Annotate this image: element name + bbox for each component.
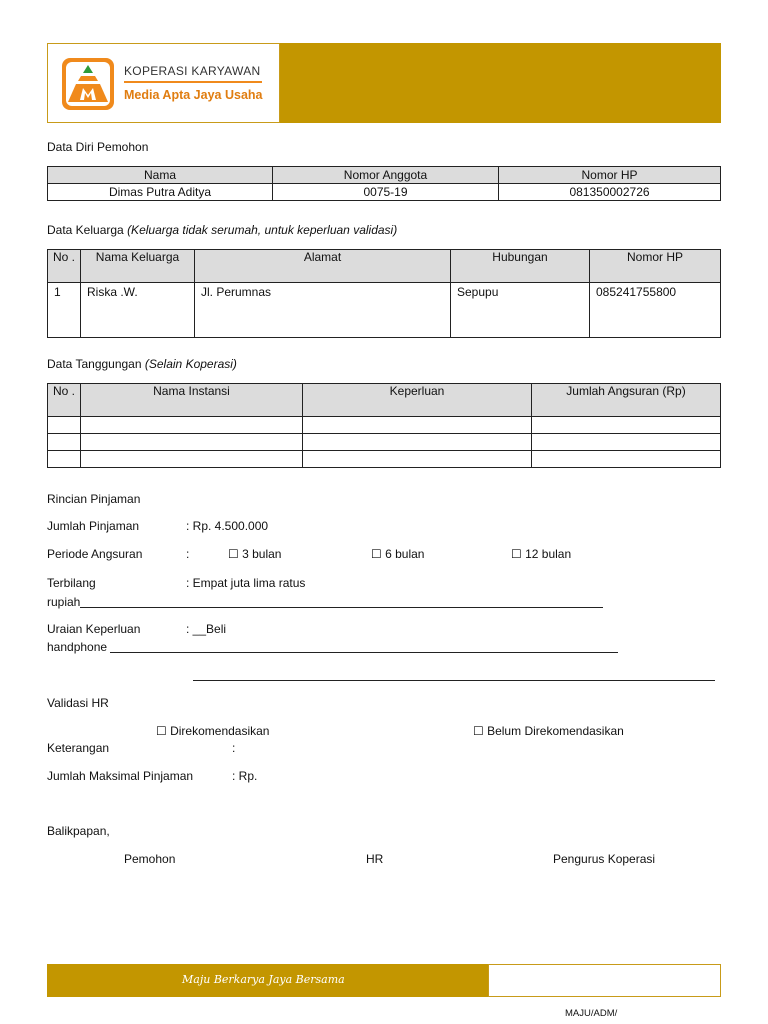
cell-nama-keluarga: Riska .W. (81, 283, 195, 338)
table-row[interactable] (48, 417, 721, 434)
cell-nama: Dimas Putra Aditya (48, 184, 273, 201)
keterangan-label: Keterangan (47, 741, 110, 755)
cell-nomor-hp: 081350002726 (499, 184, 721, 201)
jumlah-maksimal-value[interactable]: : Rp. (232, 769, 258, 783)
col-nama-keluarga: Nama Keluarga (81, 250, 195, 283)
periode-12-bulan-checkbox[interactable]: ☐ 12 bulan (511, 547, 572, 561)
table-row[interactable] (48, 434, 721, 451)
table-row[interactable] (48, 451, 721, 468)
logo-inner (66, 62, 110, 106)
jumlah-pinjaman-label: Jumlah Pinjaman (47, 519, 140, 533)
keterangan-colon: : (232, 741, 236, 755)
uraian-continuation: handphone (47, 640, 108, 654)
cell-no: 1 (48, 283, 81, 338)
direkomendasikan-checkbox[interactable]: ☐ Direkomendasikan (156, 724, 270, 738)
org-title: KOPERASI KARYAWAN (124, 64, 261, 78)
data-keluarga-table (47, 249, 721, 338)
periode-colon: : (186, 547, 190, 561)
data-tanggungan-heading: Data Tanggungan (47, 357, 142, 371)
col-nomor-anggota: Nomor Anggota (273, 167, 499, 184)
data-keluarga-title (47, 223, 397, 237)
uraian-keperluan-label: Uraian Keperluan (47, 622, 141, 636)
data-keluarga-note: (Keluarga tidak serumah, untuk keperluan validasi) (127, 223, 398, 237)
jumlah-maksimal-label: Jumlah Maksimal Pinjaman (47, 769, 194, 783)
terbilang-line (80, 607, 603, 608)
org-subtitle: Media Apta Jaya Usaha (124, 88, 263, 102)
cell-hubungan: Sepupu (451, 283, 590, 338)
uraian-line-extra (193, 680, 715, 681)
col-nama: Nama (48, 167, 273, 184)
signature-place: Balikpapan, (47, 824, 110, 838)
col-nomor-hp: Nomor HP (590, 250, 721, 283)
data-tanggungan-note: (Selain Koperasi) (144, 357, 237, 371)
col-nomor-hp: Nomor HP (499, 167, 721, 184)
col-no: No . (48, 250, 81, 283)
belum-direkomendasikan-checkbox[interactable]: ☐ Belum Direkomendasikan (473, 724, 624, 738)
periode-3-bulan-checkbox[interactable]: ☐ 3 bulan (228, 547, 282, 561)
header-gold-band (280, 43, 721, 123)
signature-hr: HR (366, 852, 384, 866)
uraian-line (110, 652, 618, 653)
document-code: MAJU/ADM/ (565, 1008, 618, 1019)
validasi-title: Validasi HR (47, 696, 109, 710)
signature-pemohon: Pemohon (124, 852, 176, 866)
table-row (48, 283, 721, 338)
terbilang-value[interactable]: : Empat juta lima ratus (186, 576, 306, 590)
terbilang-label: Terbilang (47, 576, 96, 590)
col-jumlah-angsuran: Jumlah Angsuran (Rp) (532, 384, 721, 417)
data-tanggungan-table (47, 383, 721, 468)
data-tanggungan-title (47, 357, 237, 371)
cell-nomor-hp: 085241755800 (590, 283, 721, 338)
logo-mark-icon (66, 62, 110, 106)
uraian-keperluan-value[interactable]: : __Beli (186, 622, 227, 636)
col-no: No . (48, 384, 81, 417)
periode-6-bulan-checkbox[interactable]: ☐ 6 bulan (371, 547, 425, 561)
col-keperluan: Keperluan (303, 384, 532, 417)
rincian-title: Rincian Pinjaman (47, 492, 141, 506)
col-nama-instansi: Nama Instansi (81, 384, 303, 417)
jumlah-pinjaman-value[interactable]: : Rp. 4.500.000 (186, 519, 269, 533)
data-diri-table (47, 166, 721, 201)
data-diri-title: Data Diri Pemohon (47, 140, 149, 154)
cell-nomor-anggota: 0075-19 (273, 184, 499, 201)
periode-angsuran-label: Periode Angsuran (47, 547, 143, 561)
footer-white-panel (488, 964, 721, 997)
logo-divider (124, 81, 262, 83)
table-row (48, 184, 721, 201)
col-alamat: Alamat (195, 250, 451, 283)
footer-motto: Maju Berkarya Jaya Bersama (182, 973, 345, 986)
terbilang-continuation: rupiah (47, 595, 81, 609)
data-keluarga-heading: Data Keluarga (47, 223, 124, 237)
cell-alamat: Jl. Perumnas (195, 283, 451, 338)
signature-pengurus: Pengurus Koperasi (553, 852, 656, 866)
col-hubungan: Hubungan (451, 250, 590, 283)
